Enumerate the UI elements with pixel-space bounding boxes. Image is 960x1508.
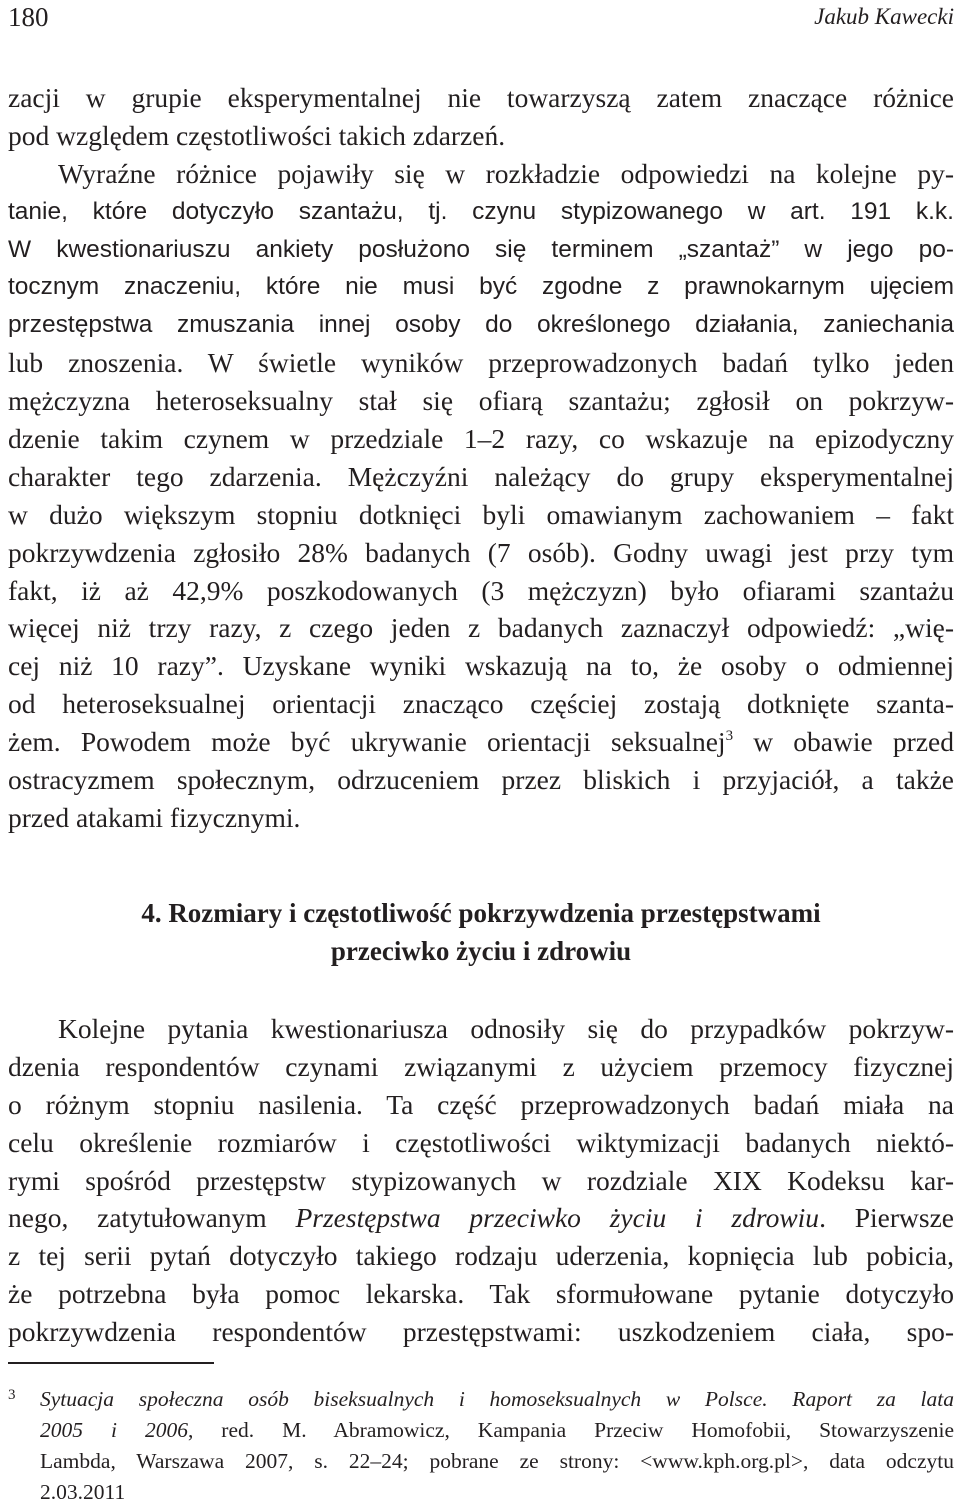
text-line: Kolejne pytania kwestionariusza odnosiły się do przypadków pokrzyw-	[58, 1013, 954, 1044]
footnote-line	[8, 1415, 954, 1446]
italic-title: Przestępstwa przeciwko życiu i zdrowiu	[295, 1202, 820, 1234]
text-line: celu określenie rozmiarów i częstotliwości wiktymizacji badanych niektó-	[8, 1126, 954, 1158]
text-line: dzenia respondentów czynami związanymi z użyciem przemocy fizycznej	[8, 1050, 954, 1082]
text-line: że potrzebna była pomoc lekarska. Tak sformułowane pytanie dotyczyło	[8, 1278, 954, 1310]
text-span: nego, zatytułowanym	[8, 1202, 296, 1234]
text-line: Wyraźne różnice pojawiły się w rozkładzie odpowiedzi na kolejne py-	[58, 157, 954, 189]
body-text-section-4	[8, 1010, 954, 1351]
footnote-italic: 2005 i 2006	[40, 1418, 188, 1442]
body-text-top	[8, 79, 954, 837]
page-header	[8, 0, 956, 40]
footnote	[8, 1384, 954, 1508]
section-title-line-2: przeciwko życiu i zdrowiu	[330, 936, 632, 966]
text-line: przestępstwa zmuszania innej osoby do określonego działania, zaniechania	[8, 311, 954, 339]
text-span: żem. Powodem może być ukrywanie orientacji seksualnej	[8, 726, 726, 758]
text-line: W kwestionariuszu ankiety posłużono się terminem „szantaż” w jego po-	[8, 235, 954, 263]
footnote-line: 2.03.2011	[40, 1480, 126, 1504]
text-span: , red. M. Abramowicz, Kampania Przeciw Homofobii, Stowarzyszenie	[187, 1418, 955, 1442]
footnote-marker: 3	[8, 1387, 16, 1403]
footnote-line: Lambda, Warszawa 2007, s. 22–24; pobrane ze strony: <www.kph.org.pl>, data odczytu	[40, 1449, 954, 1473]
text-line: więcej niż trzy razy, z czego jeden z badanych zaznaczył odpowiedź: „wię-	[8, 612, 954, 644]
text-line: od heteroseksualnej orientacji znacząco częściej zostają dotknięte szanta-	[8, 688, 954, 720]
text-span: w obawie przed	[733, 726, 954, 758]
footnote-italic: Sytuacja społeczna osób biseksualnych i homoseksualnych w Polsce. Raport za lata	[40, 1387, 954, 1411]
text-line: dzenie takim czynem w przedziale 1–2 razy, co wskazuje na epizodyczny	[8, 423, 954, 455]
text-line: w dużo większym stopniu dotknięci byli omawianym zachowaniem – fakt	[8, 498, 954, 530]
text-span: . Pierwsze	[819, 1202, 955, 1234]
text-line: zacji w grupie eksperymentalnej nie towarzyszą zatem znaczące różnice	[8, 82, 954, 113]
running-head-author: Jakub Kawecki	[814, 4, 954, 29]
footnote-line	[8, 1384, 954, 1415]
text-line: lub znoszenia. W świetle wyników przeprowadzonych badań tylko jeden	[8, 347, 954, 379]
text-line: fakt, iż aż 42,9% poszkodowanych (3 mężczyzn) było ofiarami szantażu	[8, 574, 954, 606]
text-line: z tej serii pytań dotyczyło takiego rodzaju uderzenia, kopnięcia lub pobicia,	[8, 1240, 954, 1272]
text-line: charakter tego zdarzenia. Mężczyźni należący do grupy eksperymentalnej	[8, 460, 954, 492]
text-line	[8, 723, 954, 761]
text-line: pod względem częstotliwości takich zdarzeń.	[8, 119, 506, 151]
footnote-separator	[8, 1362, 214, 1364]
text-line: tocznym znaczeniu, które nie musi być zgodne z prawnokarnym ujęciem	[8, 273, 954, 301]
text-line: pokrzywdzenia zgłosiło 28% badanych (7 osób). Godny uwagi jest przy tym	[8, 536, 954, 568]
text-line: rymi spośród przestępstw stypizowanych w rozdziale XIX Kodeksu kar-	[8, 1164, 954, 1196]
text-line: tanie, które dotyczyło szantażu, tj. czynu stypizowanego w art. 191 k.k.	[8, 197, 954, 225]
text-line: cej niż 10 razy”. Uzyskane wyniki wskazują na to, że osoby o odmiennej	[8, 650, 954, 682]
text-line	[8, 1199, 954, 1237]
page-number: 180	[8, 2, 49, 32]
text-line: przed atakami fizycznymi.	[8, 801, 301, 833]
text-line: pokrzywdzenia respondentów przestępstwami: uszkodzeniem ciała, spo-	[8, 1316, 954, 1348]
footnote-reference[interactable]: 3	[725, 728, 734, 745]
text-line: o różnym stopniu nasilenia. Ta część przeprowadzonych badań miała na	[8, 1088, 954, 1120]
text-line: mężczyzna heteroseksualny stał się ofiarą szantażu; zgłosił on pokrzyw-	[8, 385, 954, 417]
text-line: ostracyzmem społecznym, odrzuceniem przez bliskich i przyjaciół, a także	[8, 764, 954, 796]
section-title-line-1: 4. Rozmiary i częstotliwość pokrzywdzenia przestępstwami	[141, 898, 821, 928]
